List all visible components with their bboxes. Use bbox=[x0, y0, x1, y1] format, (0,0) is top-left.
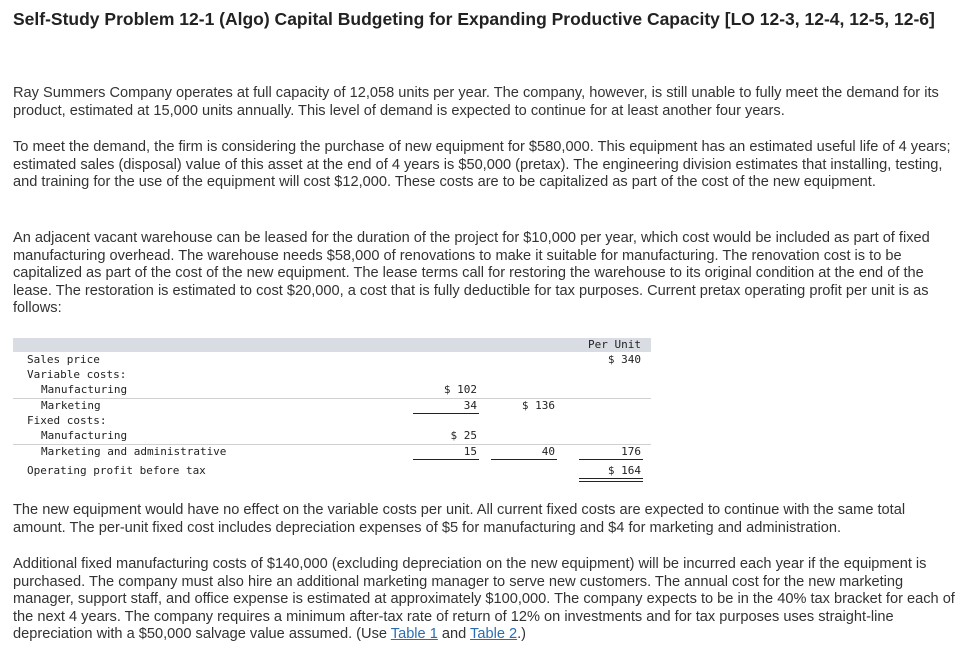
subtotal-underline bbox=[579, 459, 643, 460]
row-label-variable-costs: Variable costs: bbox=[27, 368, 127, 381]
row-label-sales-price: Sales price bbox=[27, 353, 100, 366]
row-label-fix-manufacturing: Manufacturing bbox=[41, 429, 128, 442]
fix-manufacturing-value: $ 25 bbox=[450, 429, 477, 442]
operating-profit-value: $ 164 bbox=[607, 464, 641, 477]
paragraph-warehouse: An adjacent vacant warehouse can be leased for the duration of the project for $10,000 per year, which cost would be included as part of fixed manufacturing overhead. The warehouse needs $58,000 of renovations to make it suitable for manufacturing. The renovation cost is to be capitalized as part of the cost of the new equipment. The lease terms call for restoring the warehouse to its original condition at the end of the lease. The restoration is estimated to cost $20,000, a cost that is fully deductible for tax purposes. Current pretax operating profit per unit is as follows: bbox=[13, 230, 930, 317]
variable-costs-total: $ 136 bbox=[521, 399, 555, 412]
table-1-link[interactable]: Table 1 bbox=[390, 626, 438, 643]
paragraph-variable-costs: The new equipment would have no effect on the variable costs per unit. All current fixed costs are expected to continue with the same total amount. The per-unit fixed cost includes depreciation expenses of $5 for manufacturing and $4 for marketing and administration. bbox=[13, 502, 906, 536]
paragraph-equipment: To meet the demand, the firm is considering the purchase of new equipment for $580,000. This equipment has an estimated useful life of 4 years; estimated sales (disposal) value of this asset at the end of 4 years is $50,000 (pretax). The engineering division estimates that installing, testing, and training for the use of the equipment will cost $12,000. These costs are to be capitalized as part of the cost of the new equipment. bbox=[13, 139, 951, 191]
subtotal-underline bbox=[491, 459, 557, 460]
row-label-var-marketing: Marketing bbox=[41, 399, 101, 412]
row-label-fixed-costs: Fixed costs: bbox=[27, 414, 107, 427]
row-separator bbox=[13, 398, 651, 399]
row-label-operating-profit: Operating profit before tax bbox=[27, 464, 206, 477]
var-manufacturing-value: $ 102 bbox=[443, 383, 477, 396]
total-double-underline bbox=[579, 478, 643, 482]
problem-title: Self-Study Problem 12-1 (Algo) Capital Budgeting for Expanding Productive Capacity [LO 12-3, 12-4, 12-5, 12-6] bbox=[13, 9, 935, 29]
paragraph-additional-costs-text: Additional fixed manufacturing costs of $140,000 (excluding depreciation on the new equipment) will be incurred each year if the equipment is purchased. The company must also hire an additional marketing manager to serve new customers. The annual cost for the new marketing manager, support staff, and office expense is estimated at approximately $100,000. The company expects to be in the 40% tax bracket for each of the next 4 years. The company requires a minimum after-tax rate of return of 12% on investments and for tax purposes uses straight-line depreciation with a $50,000 salvage value assumed. (Use bbox=[13, 556, 955, 643]
var-marketing-value: 34 bbox=[463, 399, 477, 412]
fixed-costs-total: 40 bbox=[541, 445, 555, 458]
sales-price-value: $ 340 bbox=[607, 353, 641, 366]
paragraph-additional-costs bbox=[13, 556, 958, 644]
total-costs-value: 176 bbox=[621, 445, 641, 458]
subtotal-underline bbox=[413, 413, 479, 414]
fix-marketing-admin-value: 15 bbox=[463, 445, 477, 458]
link-joiner: and bbox=[437, 626, 471, 643]
per-unit-header: Per Unit bbox=[588, 338, 641, 351]
row-label-fix-marketing-admin: Marketing and administrative bbox=[41, 445, 227, 458]
paragraph-capacity: Ray Summers Company operates at full capacity of 12,058 units per year. The company, however, is still unable to fully meet the demand for its product, estimated at 15,000 units annually. This level of demand is expected to continue for at least another four years. bbox=[13, 85, 939, 119]
paragraph-end: .) bbox=[517, 626, 527, 643]
operating-profit-table bbox=[13, 338, 651, 480]
subtotal-underline bbox=[413, 459, 479, 460]
row-label-var-manufacturing: Manufacturing bbox=[41, 383, 128, 396]
table-2-link[interactable]: Table 2 bbox=[470, 626, 518, 643]
